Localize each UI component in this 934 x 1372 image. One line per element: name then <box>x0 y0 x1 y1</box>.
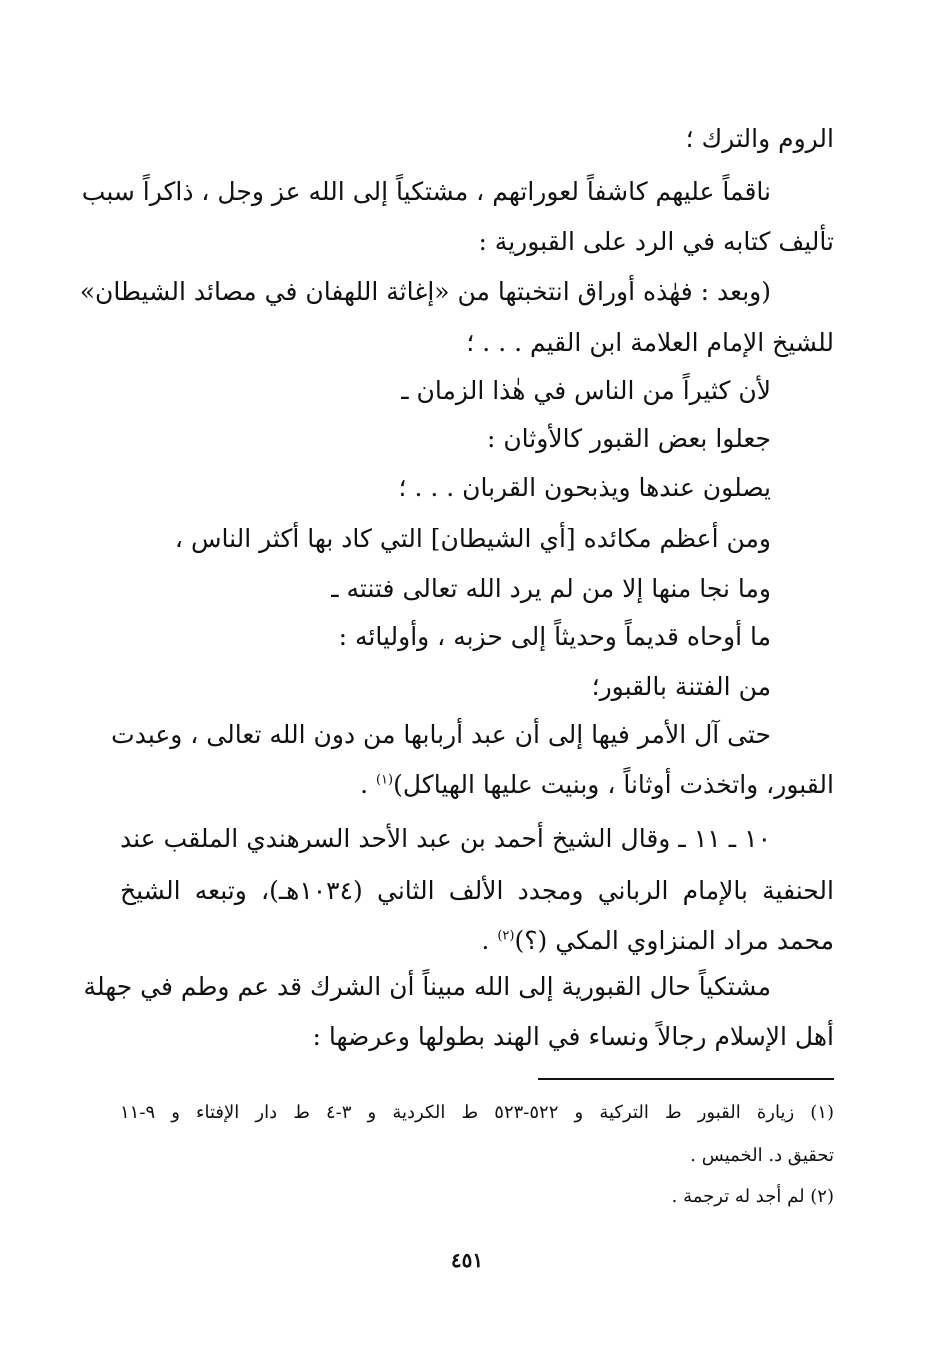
body-line-2: ناقماً عليهم كاشفاً لعوراتهم ، مشتكياً إلى الله عز وجل ، ذاكراً سبب <box>81 177 771 206</box>
footnote-separator <box>538 1078 834 1080</box>
footnote-ref-2: (٢) <box>497 928 515 944</box>
footnote-ref-1: (١) <box>375 772 394 788</box>
body-line-17-end: . <box>481 926 498 955</box>
body-line-5: للشيخ الإمام العلامة ابن القيم . . . ؛ <box>466 328 834 357</box>
body-line-19: أهل الإسلام رجالاً ونساء في الهند بطولها وعرضها : <box>312 1022 834 1051</box>
body-line-17 <box>481 926 834 956</box>
body-line-6: لأن كثيراً من الناس في هٰذا الزمان ـ <box>401 376 771 405</box>
body-line-3: تأليف كتابه في الرد على القبورية : <box>478 227 834 256</box>
page-number: ٤٥١ <box>450 1248 484 1272</box>
body-line-10: وما نجا منها إلا من لم يرد الله تعالى فتنته ـ <box>331 574 771 603</box>
footnote-2: (٢) لم أجد له ترجمة . <box>671 1186 834 1207</box>
body-line-14 <box>360 770 834 800</box>
body-line-16: الحنفية بالإمام الرباني ومجدد الألف الثاني (١٠٣٤هـ)، وتبعه الشيخ <box>120 876 834 905</box>
body-line-18: مشتكياً حال القبورية إلى الله مبيناً أن الشرك قد عم وطم في جهلة <box>83 972 771 1001</box>
body-line-17-text: محمد مراد المنزاوي المكي (؟) <box>514 926 834 955</box>
body-line-14-text: القبور، واتخذت أوثاناً ، وبنيت عليها الهياكل) <box>393 770 834 799</box>
body-line-7: جعلوا بعض القبور كالأوثان : <box>486 424 771 453</box>
body-line-8: يصلون عندها ويذبحون القربان . . . ؛ <box>398 473 771 502</box>
body-line-13: حتى آل الأمر فيها إلى أن عبد أربابها من دون الله تعالى ، وعبدت <box>111 720 771 749</box>
body-line-12: من الفتنة بالقبور؛ <box>591 672 771 701</box>
body-line-9: ومن أعظم مكائده [أي الشيطان] التي كاد بها أكثر الناس ، <box>174 524 771 553</box>
footnote-1-line-2: تحقيق د. الخميس . <box>690 1145 834 1166</box>
body-line-4: (وبعد : فهٰذه أوراق انتخبتها من «إغاثة اللهفان في مصائد الشيطان» <box>79 277 771 306</box>
body-line-11: ما أوحاه قديماً وحديثاً إلى حزبه ، وأوليائه : <box>338 622 771 651</box>
body-line-1: الروم والترك ؛ <box>685 124 834 153</box>
body-line-15: ١٠ ـ ١١ ـ وقال الشيخ أحمد بن عبد الأحد السرهندي الملقب عند <box>120 824 772 853</box>
body-line-14-end: . <box>360 770 376 799</box>
footnote-1-line-1: (١) زيارة القبور ط التركية و ٥٢٢-٥٢٣ ط الكردية و ٣-٤ ط دار الإفتاء و ٩-١١ <box>120 1102 834 1123</box>
